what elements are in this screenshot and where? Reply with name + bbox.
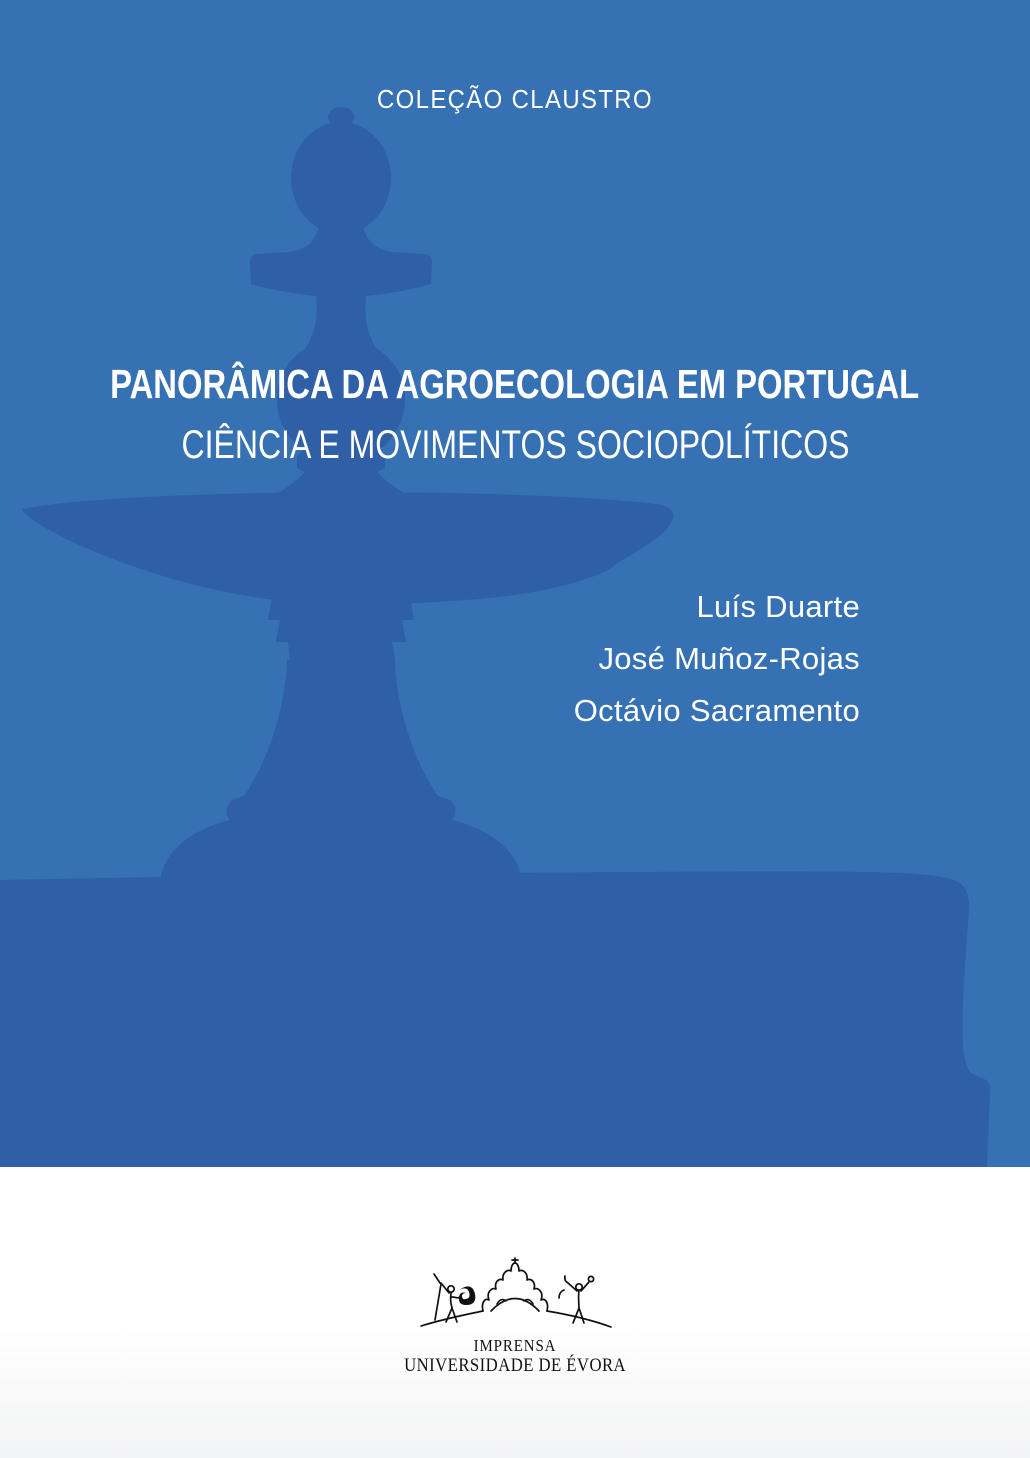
- publisher-name-line1: IMPRENSA: [473, 1336, 557, 1355]
- publisher-name: [389, 1336, 641, 1377]
- author-name: Octávio Sacramento: [573, 693, 860, 728]
- book-subtitle-text: CIÊNCIA E MOVIMENTOS SOCIOPOLÍTICOS: [181, 423, 849, 467]
- book-title-text: PANORÂMICA DA AGROECOLOGIA EM PORTUGAL: [110, 361, 920, 407]
- collection-label-text: COLEÇÃO CLAUSTRO: [377, 84, 653, 114]
- publisher-logo: [0, 1256, 1030, 1377]
- cover-footer: [0, 1167, 1030, 1458]
- university-facade-icon: [407, 1256, 623, 1336]
- author-list: [574, 581, 860, 737]
- publisher-name-line2: UNIVERSIDADE DE ÉVORA: [404, 1355, 626, 1376]
- author-name: José Muñoz-Rojas: [598, 641, 860, 676]
- collection-label: [0, 84, 1030, 115]
- book-title: [0, 360, 1030, 408]
- author-name: Luís Duarte: [696, 589, 860, 624]
- book-subtitle: [0, 421, 1030, 469]
